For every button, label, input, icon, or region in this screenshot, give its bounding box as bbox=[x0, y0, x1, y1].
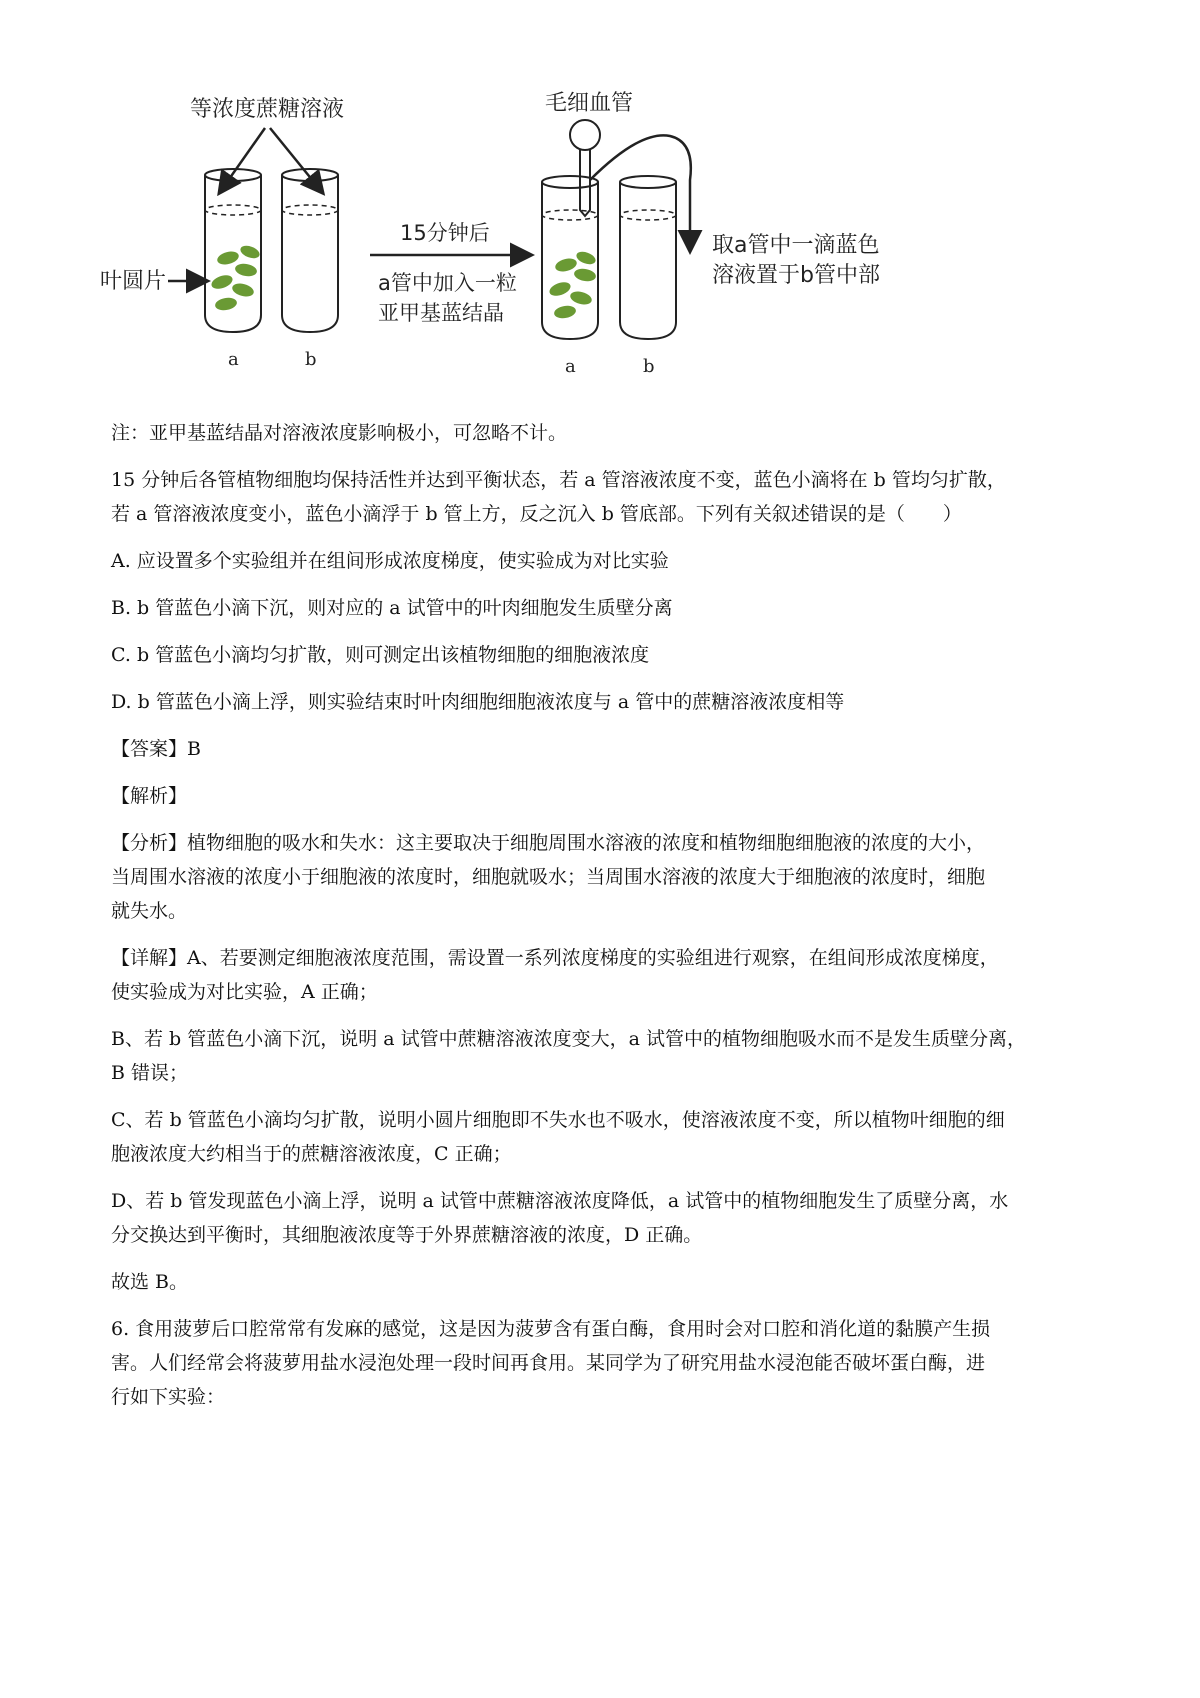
detail-line-8: 分交换达到平衡时，其细胞液浓度等于外界蔗糖溶液的浓度，D 正确。 bbox=[111, 1224, 703, 1246]
analysis-line-2: 当周围水溶液的浓度小于细胞液的浓度时，细胞就吸水；当周围水溶液的浓度大于细胞液的浓度时，细胞 bbox=[111, 866, 986, 888]
capillary-tube bbox=[570, 120, 600, 216]
arrow-to-tube-a bbox=[220, 128, 265, 192]
detail-line-1: 【详解】A、若要测定细胞液浓度范围，需设置一系列浓度梯度的实验组进行观察，在组间形成浓度梯度， bbox=[111, 947, 999, 969]
option-a: A. 应设置多个实验组并在组间形成浓度梯度，使实验成为对比实验 bbox=[111, 550, 669, 572]
arrow-label-time: 15分钟后 bbox=[400, 221, 490, 245]
arrow-label-add-2: 亚甲基蓝结晶 bbox=[378, 301, 504, 325]
tube-b-left bbox=[282, 169, 338, 332]
question-6-line-2: 害。人们经常会将菠萝用盐水浸泡处理一段时间再食用。某同学为了研究用盐水浸泡能否破坏蛋白酶，进 bbox=[111, 1352, 986, 1374]
option-b: B. b 管蓝色小滴下沉，则对应的 a 试管中的叶肉细胞发生质壁分离 bbox=[111, 597, 673, 619]
question-6-line-1: 6. 食用菠萝后口腔常常有发麻的感觉，这是因为菠萝含有蛋白酶，食用时会对口腔和消化道的黏膜产生损 bbox=[111, 1318, 991, 1340]
experiment-figure bbox=[100, 80, 960, 400]
tube-a2-label: a bbox=[565, 356, 576, 377]
label-sucrose-solution: 等浓度蔗糖溶液 bbox=[190, 97, 345, 122]
detail-line-5: C、若 b 管蓝色小滴均匀扩散，说明小圆片细胞即不失水也不吸水，使溶液浓度不变，所以植物叶细胞的细 bbox=[111, 1109, 1005, 1131]
tube-b2-label: b bbox=[643, 356, 655, 377]
answer: 【答案】B bbox=[111, 738, 201, 760]
tube-b-right bbox=[620, 176, 676, 339]
label-leaf-disc: 叶圆片 bbox=[100, 269, 167, 294]
arrow-to-tube-b bbox=[270, 128, 322, 192]
experiment-diagram bbox=[100, 80, 960, 400]
label-take-drop-1: 取a管中一滴蓝色 bbox=[712, 233, 880, 258]
label-take-drop-2: 溶液置于b管中部 bbox=[712, 263, 880, 288]
detail-line-3: B、若 b 管蓝色小滴下沉，说明 a 试管中蔗糖溶液浓度变大，a 试管中的植物细胞吸水而不是发生质壁分离， bbox=[111, 1028, 1026, 1050]
label-capillary: 毛细血管 bbox=[545, 91, 634, 116]
option-c: C. b 管蓝色小滴均匀扩散，则可测定出该植物细胞的细胞液浓度 bbox=[111, 644, 650, 666]
conclusion: 故选 B。 bbox=[111, 1271, 189, 1293]
analysis-heading: 【解析】 bbox=[111, 785, 188, 807]
leaf-discs bbox=[210, 243, 262, 311]
detail-line-2: 使实验成为对比实验，A 正确； bbox=[111, 981, 378, 1003]
analysis-line-1: 【分析】植物细胞的吸水和失水：这主要取决于细胞周围水溶液的浓度和植物细胞细胞液的浓度的大小， bbox=[111, 832, 986, 854]
question-6-line-3: 行如下实验： bbox=[111, 1386, 226, 1408]
arrow-label-add-1: a管中加入一粒 bbox=[378, 271, 517, 295]
detail-line-6: 胞液浓度大约相当于的蔗糖溶液浓度，C 正确； bbox=[111, 1143, 512, 1165]
detail-line-7: D、若 b 管发现蓝色小滴上浮，说明 a 试管中蔗糖溶液浓度降低，a 试管中的植物细胞发生了质壁分离，水 bbox=[111, 1190, 1009, 1212]
question-content bbox=[111, 416, 1101, 1427]
leaf-discs-right bbox=[548, 249, 598, 319]
question-stem-line-1: 15 分钟后各管植物细胞均保持活性并达到平衡状态，若 a 管溶液浓度不变，蓝色小滴将在 b 管均匀扩散， bbox=[111, 469, 1006, 491]
detail-line-4: B 错误； bbox=[111, 1062, 189, 1084]
option-d: D. b 管蓝色小滴上浮，则实验结束时叶肉细胞细胞液浓度与 a 管中的蔗糖溶液浓度相等 bbox=[111, 691, 845, 713]
tube-a-label: a bbox=[228, 349, 239, 370]
tube-b-label: b bbox=[305, 349, 317, 370]
figure-note: 注：亚甲基蓝结晶对溶液浓度影响极小，可忽略不计。 bbox=[111, 422, 568, 444]
question-stem-line-2: 若 a 管溶液浓度变小，蓝色小滴浮于 b 管上方，反之沉入 b 管底部。下列有关叙述错误的是（ ） bbox=[111, 503, 962, 525]
analysis-line-3: 就失水。 bbox=[111, 900, 188, 922]
